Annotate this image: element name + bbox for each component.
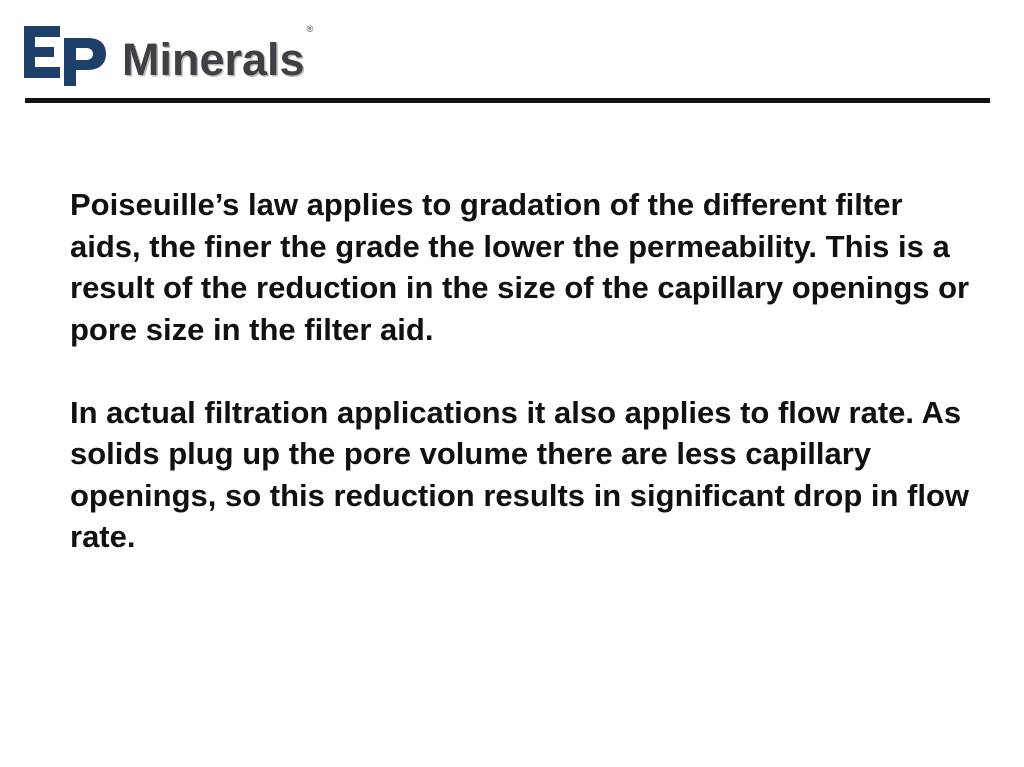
ep-minerals-logo — [24, 24, 313, 88]
slide-body — [70, 184, 980, 558]
ep-monogram-icon — [24, 24, 108, 88]
header-divider — [25, 98, 990, 103]
registered-mark: ® — [306, 24, 314, 34]
logo-wordmark: Minerals — [122, 33, 305, 85]
paragraph-poiseuille: Poiseuille’s law applies to gradation of the different filter aids, the finer the grade the lower the permeability. This is a result of the reduction in the size of the capillary openings or pore size in the filter aid. — [70, 187, 970, 347]
paragraph-flow-rate: In actual filtration applications it also applies to flow rate. As solids plug up the pore volume there are less capillary openings, so this reduction results in significant drop in flow rate. — [70, 394, 970, 554]
